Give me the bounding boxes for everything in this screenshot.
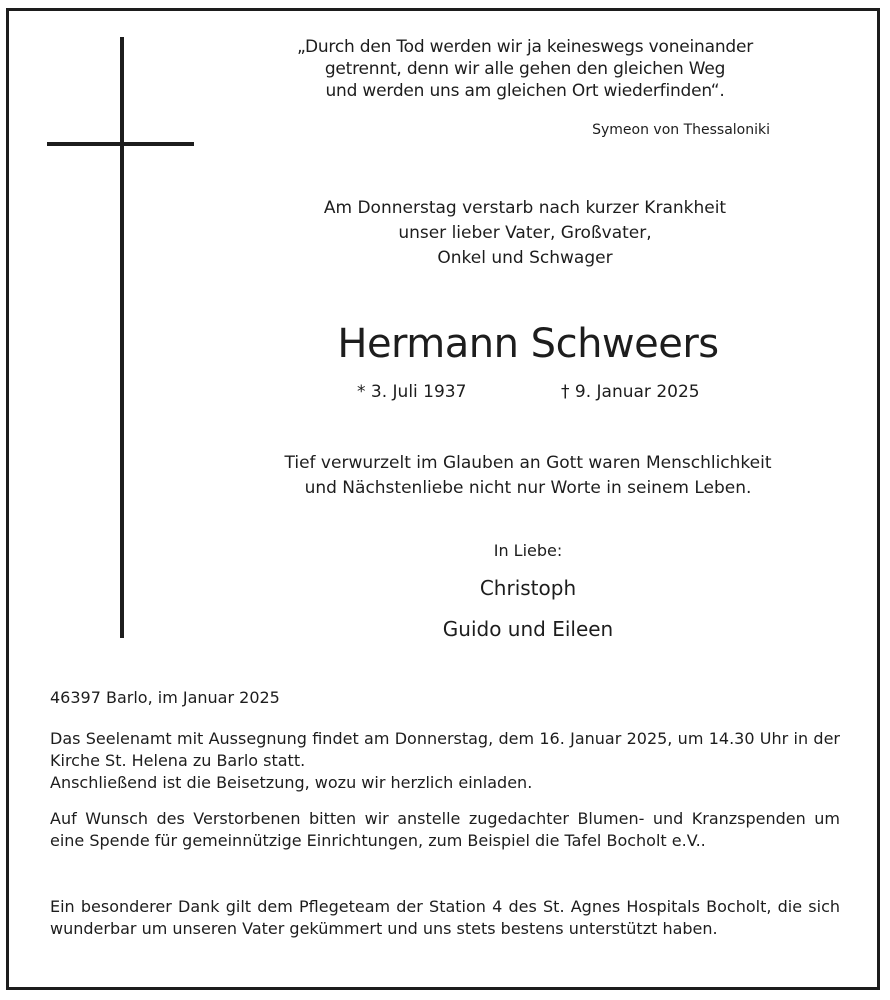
mourner-name: Guido und Eileen bbox=[442, 617, 614, 641]
tribute-line: und Nächstenliebe nicht nur Worte in seinem Leben. bbox=[304, 478, 752, 498]
place-date: 46397 Barlo, im Januar 2025 bbox=[50, 688, 280, 707]
mourners-label: In Liebe: bbox=[493, 541, 563, 560]
tribute-line: Tief verwurzelt im Glauben an Gott waren Menschlichkeit bbox=[284, 453, 772, 473]
service-text: Das Seelenamt mit Aussegnung findet am Donnerstag, dem 16. Januar 2025, um 14.30 Uhr in der Kirche St. Helena zu Barlo statt. bbox=[50, 729, 840, 770]
deceased-name: Hermann Schweers bbox=[337, 321, 719, 367]
quote-line: getrennt, denn wir alle gehen den gleichen Weg bbox=[324, 59, 726, 79]
donation-notice: Auf Wunsch des Verstorbenen bitten wir anstelle zugedachter Blumen- und Kranzspenden um eine Spende für gemeinnützige Einrichtungen, zum Beispiel die Tafel Bocholt e.V.. bbox=[50, 809, 840, 850]
tribute bbox=[230, 451, 826, 501]
quote-line: „Durch den Tod werden wir ja keineswegs voneinander bbox=[296, 37, 754, 57]
thanks-notice: Ein besonderer Dank gilt dem Pflegeteam der Station 4 des St. Agnes Hospitals Bocholt, die sich wunderbar um unseren Vater gekümmert und uns stets bestens unterstützt haben. bbox=[50, 897, 840, 938]
announcement-line: unser lieber Vater, Großvater, bbox=[398, 223, 652, 243]
mourner-name: Christoph bbox=[479, 576, 577, 600]
quote bbox=[230, 36, 820, 102]
birth-date: * 3. Juli 1937 bbox=[357, 382, 467, 402]
cross-horizontal-bar bbox=[47, 142, 194, 146]
announcement-line: Onkel und Schwager bbox=[437, 248, 613, 268]
service-notice bbox=[50, 728, 840, 794]
cross-vertical-bar bbox=[120, 37, 124, 638]
death-announcement bbox=[230, 196, 820, 271]
burial-text: Anschließend ist die Beisetzung, wozu wir herzlich einladen. bbox=[50, 773, 533, 792]
announcement-line: Am Donnerstag verstarb nach kurzer Krankheit bbox=[323, 198, 727, 218]
quote-author: Symeon von Thessaloniki bbox=[592, 122, 770, 138]
quote-line: und werden uns am gleichen Ort wiederfinden“. bbox=[325, 81, 725, 101]
death-date: † 9. Januar 2025 bbox=[561, 382, 700, 402]
